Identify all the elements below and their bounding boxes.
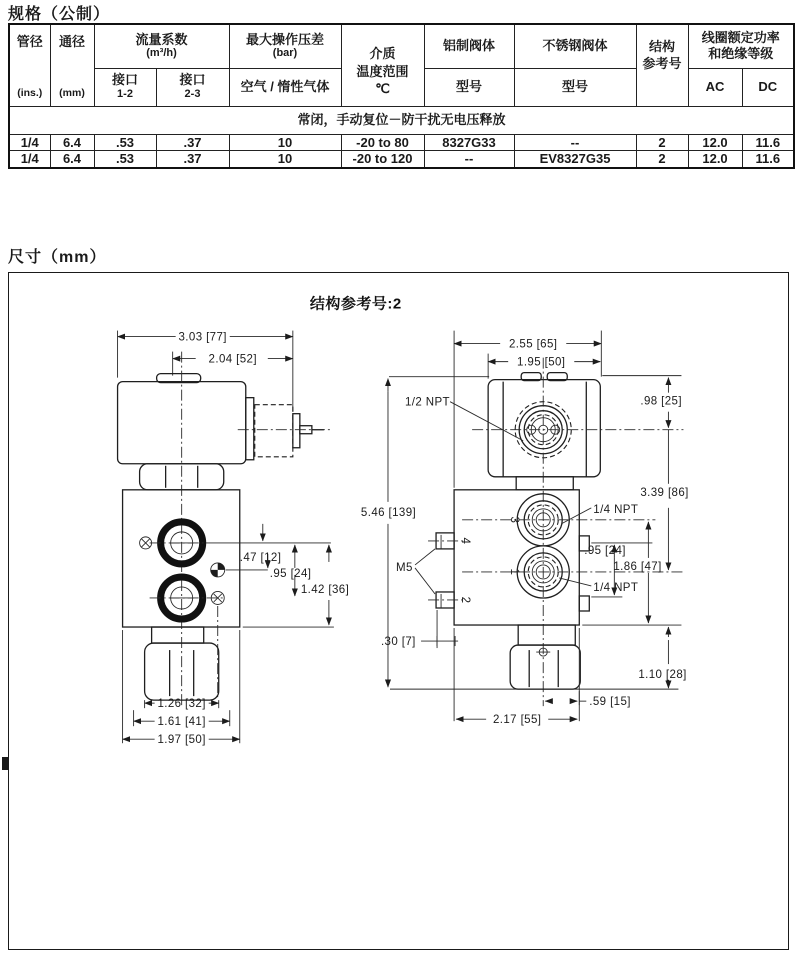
dim-label: 1.26 [32]	[157, 698, 206, 711]
col-header-pipe-size: 管径 (ins.)	[9, 24, 50, 106]
col-header-stainless-body: 不锈钢阀体	[514, 24, 636, 68]
right-view-dimension-labels	[361, 339, 689, 727]
cell-orifice: 6.4	[50, 134, 94, 151]
col-header-media-temp: 介质 温度范围 ℃	[341, 24, 424, 106]
col-header-air-inert-gas: 空气 / 惰性气体	[229, 68, 341, 106]
cell-pressure: 10	[229, 134, 341, 151]
cell-alu-model: 8327G33	[424, 134, 514, 151]
dim-label: 1.61 [41]	[157, 716, 206, 729]
cell-construction-ref: 2	[636, 134, 688, 151]
cell-flow-12: .53	[94, 151, 156, 168]
left-view-linework	[118, 331, 334, 747]
cell-temp-range: -20 to 80	[341, 134, 424, 151]
col-header-port-2-3: 接口 2-3	[156, 68, 229, 106]
port-number-label: 1	[508, 568, 521, 576]
table-row	[9, 151, 794, 168]
dim-label: 1.86 [47]	[613, 560, 662, 573]
cell-construction-ref: 2	[636, 151, 688, 168]
drawing-title: 结构参考号:2	[309, 295, 402, 313]
conduit-label: 1/2 NPT	[405, 396, 451, 409]
dim-label: .59 [15]	[589, 696, 631, 709]
col-header-port-1-2: 接口 1-2	[94, 68, 156, 106]
port-thread-label: 1/4 NPT	[593, 503, 639, 516]
table-header-row-1	[9, 24, 794, 68]
cell-ac-power: 12.0	[688, 151, 742, 168]
cell-pressure: 10	[229, 151, 341, 168]
dim-label: 3.03 [77]	[178, 331, 227, 344]
dim-label: 1.95 [50]	[517, 356, 566, 369]
thread-label: M5	[395, 561, 413, 574]
dimension-drawing-frame	[8, 272, 789, 950]
dim-label: 2.04 [52]	[208, 353, 257, 366]
cell-dc-power: 11.6	[742, 151, 794, 168]
col-header-alu-model: 型号	[424, 68, 514, 106]
section-note: 常闭，手动复位－防干扰无电压释放	[9, 106, 794, 134]
print-artifact	[2, 757, 8, 770]
spec-section-heading: 规格（公制）	[8, 6, 111, 23]
dim-label: 2.17 [55]	[492, 714, 542, 727]
port-thread-label: 1/4 NPT	[593, 581, 639, 594]
cell-ac-power: 12.0	[688, 134, 742, 151]
col-header-max-pressure: 最大操作压差 (bar)	[229, 24, 341, 68]
dimension-drawing	[9, 273, 788, 949]
cell-pipe-size: 1/4	[9, 151, 50, 168]
col-header-dc: DC	[742, 68, 794, 106]
dim-label: .47 [12]	[239, 551, 282, 564]
dim-label: .30 [7]	[380, 636, 416, 649]
spec-table	[8, 23, 795, 169]
dim-label: .98 [25]	[640, 395, 682, 408]
cell-ss-model: EV8327G35	[514, 151, 636, 168]
col-header-ac: AC	[688, 68, 742, 106]
right-view-linework	[388, 331, 683, 722]
cell-ss-model: --	[514, 134, 636, 151]
dim-label: 5.46 [139]	[360, 506, 417, 519]
table-section-note-row	[9, 106, 794, 134]
dim-label: .95 [24]	[269, 567, 312, 580]
col-header-flow-coefficient: 流量系数 (m³/h)	[94, 24, 229, 68]
port-number-label: 4	[459, 537, 472, 545]
cell-dc-power: 11.6	[742, 134, 794, 151]
port-number-label: 3	[508, 516, 521, 524]
left-view-dimension-labels	[157, 332, 349, 747]
col-header-construction-ref: 结构 参考号	[636, 24, 688, 106]
col-header-aluminum-body: 铝制阀体	[424, 24, 514, 68]
dim-label: .95 [24]	[584, 544, 626, 557]
cell-alu-model: --	[424, 151, 514, 168]
cell-pipe-size: 1/4	[9, 134, 50, 151]
col-header-coil-rating: 线圈额定功率 和绝缘等级	[688, 24, 794, 68]
col-header-orifice: 通径 (mm)	[50, 24, 94, 106]
cell-flow-23: .37	[156, 134, 229, 151]
cell-flow-23: .37	[156, 151, 229, 168]
dimensions-section-heading: 尺寸（mm）	[8, 249, 107, 266]
dim-label: 2.55 [65]	[509, 338, 558, 351]
table-row	[9, 134, 794, 151]
port-number-label: 2	[459, 596, 472, 604]
dim-label: 1.42 [36]	[300, 583, 350, 596]
dim-label: 3.39 [86]	[640, 486, 689, 499]
cell-temp-range: -20 to 120	[341, 151, 424, 168]
dim-label: 1.10 [28]	[638, 669, 687, 682]
cell-orifice: 6.4	[50, 151, 94, 168]
dim-label: 1.97 [50]	[157, 734, 206, 747]
cell-flow-12: .53	[94, 134, 156, 151]
col-header-ss-model: 型号	[514, 68, 636, 106]
